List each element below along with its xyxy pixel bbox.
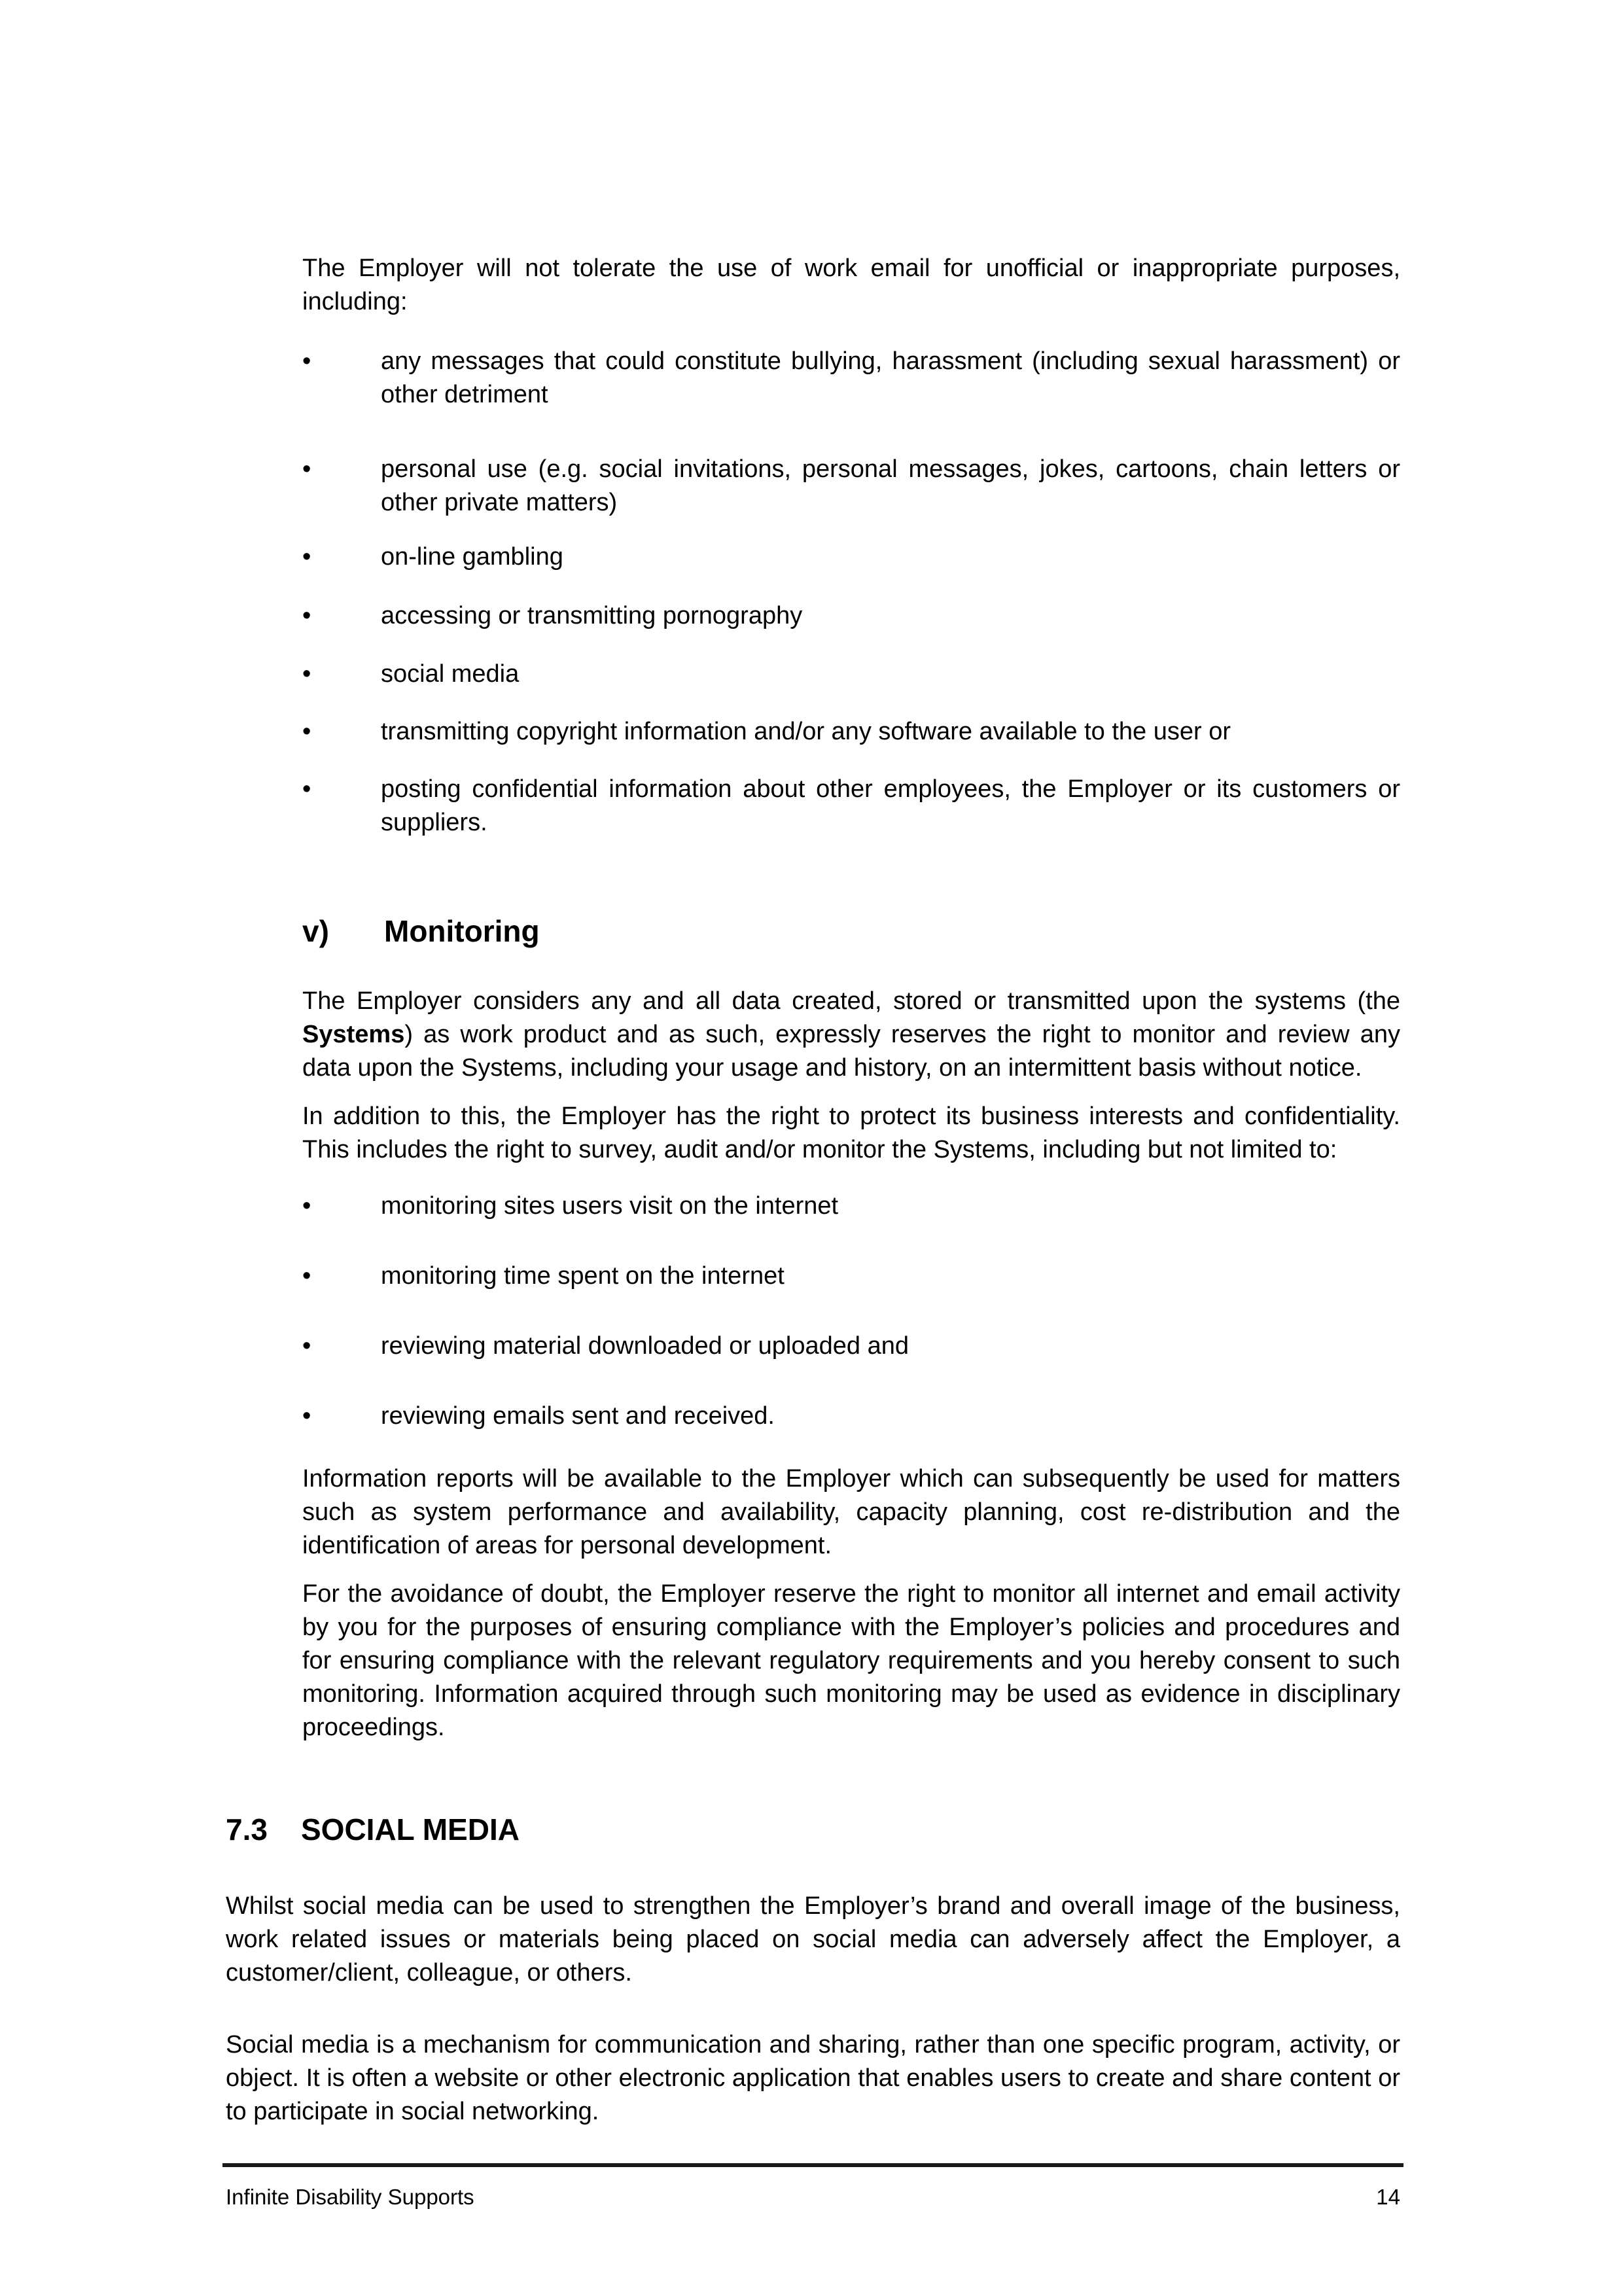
- social-media-paragraph-1: Whilst social media can be used to strengthen the Employer’s brand and overall image of the business, work related issues or materials being placed on social media can adversely affect the Employer, a customer/client, colleague, or others.: [226, 1892, 1400, 1987]
- bullet-icon: •: [302, 543, 311, 571]
- list-item: [302, 773, 1400, 839]
- monitoring-paragraph-2: In addition to this, the Employer has the right to protect its business interests and confidentiality. This includes the right to survey, audit and/or monitor the Systems, including but not limited to:: [302, 1103, 1400, 1163]
- list-item: [302, 658, 1400, 691]
- reports-paragraph: Information reports will be available to the Employer which can subsequently be used for matters such as system performance and availability, capacity planning, cost re-distribution and the identification of areas for personal development.: [302, 1465, 1400, 1559]
- list-item-text: personal use (e.g. social invitations, personal messages, jokes, cartoons, chain letters or other private matters): [381, 455, 1400, 516]
- page-footer: [226, 2184, 1400, 2210]
- bullet-icon: •: [302, 602, 311, 629]
- monitoring-paragraph-1-text: The Employer considers any and all data created, stored or transmitted upon the systems (the: [302, 987, 1400, 1015]
- bullet-icon: •: [302, 347, 311, 375]
- list-item-text: reviewing emails sent and received.: [381, 1402, 775, 1430]
- bullet-icon: •: [302, 718, 311, 745]
- social-media-heading-number: 7.3: [226, 1812, 268, 1846]
- intro-paragraph: The Employer will not tolerate the use of work email for unofficial or inappropriate purposes, including:: [302, 255, 1400, 315]
- avoidance-paragraph: For the avoidance of doubt, the Employer reserve the right to monitor all internet and email activity by you for the purposes of ensuring compliance with the Employer’s policies and procedures and for ensuring compliance with the relevant regulatory requirements and you hereby consent to such monitoring. Information acquired through such monitoring may be used as evidence in disciplinary proceedings.: [302, 1580, 1400, 1741]
- social-media-heading-label: SOCIAL MEDIA: [301, 1812, 520, 1846]
- list-item-text: monitoring sites users visit on the internet: [381, 1192, 839, 1220]
- list-item-text: reviewing material downloaded or uploaded and: [381, 1332, 909, 1360]
- social-media-paragraph-2: Social media is a mechanism for communication and sharing, rather than one specific program, activity, or object. It is often a website or other electronic application that enables users to create and share content or to participate in social networking.: [226, 2031, 1400, 2125]
- list-item-text: accessing or transmitting pornography: [381, 602, 803, 629]
- list-item: [302, 453, 1400, 520]
- monitoring-paragraph-1: [302, 985, 1400, 1085]
- footer-document-name: Infinite Disability Supports: [226, 2185, 474, 2209]
- list-item: [302, 1190, 1400, 1223]
- list-item: [302, 345, 1400, 412]
- monitoring-heading-number: v): [302, 914, 329, 948]
- monitoring-paragraph-1-text-cont: ) as work product and as such, expressly reserves the right to monitor and review any data upon the Systems, including your usage and history, on an intermittent basis without notice.: [302, 1021, 1400, 1082]
- monitoring-heading: [302, 911, 540, 951]
- bullet-icon: •: [302, 660, 311, 688]
- list-item-text: on-line gambling: [381, 543, 563, 571]
- list-item: [302, 1400, 1400, 1433]
- footer-page-number: 14: [1376, 2185, 1400, 2209]
- list-item: [302, 1330, 1400, 1363]
- bullet-icon: •: [302, 455, 311, 483]
- monitoring-heading-label: Monitoring: [384, 914, 540, 948]
- list-item-text: any messages that could constitute bullying, harassment (including sexual harassment) or other detriment: [381, 347, 1400, 408]
- bullet-icon: •: [302, 1402, 311, 1430]
- bullet-icon: •: [302, 1192, 311, 1220]
- bullet-icon: •: [302, 775, 311, 803]
- list-item-text: posting confidential information about other employees, the Employer or its customers or suppliers.: [381, 775, 1400, 836]
- list-item: [302, 1260, 1400, 1293]
- list-item: [302, 715, 1400, 749]
- list-item-text: social media: [381, 660, 520, 688]
- bullet-icon: •: [302, 1262, 311, 1290]
- social-media-heading: [226, 1810, 520, 1849]
- list-item: [302, 540, 1400, 574]
- list-item: [302, 599, 1400, 633]
- footer-divider: [222, 2163, 1403, 2167]
- systems-defined-term: Systems: [302, 1021, 405, 1048]
- list-item-text: transmitting copyright information and/or any software available to the user or: [381, 718, 1231, 745]
- list-item-text: monitoring time spent on the internet: [381, 1262, 785, 1290]
- bullet-icon: •: [302, 1332, 311, 1360]
